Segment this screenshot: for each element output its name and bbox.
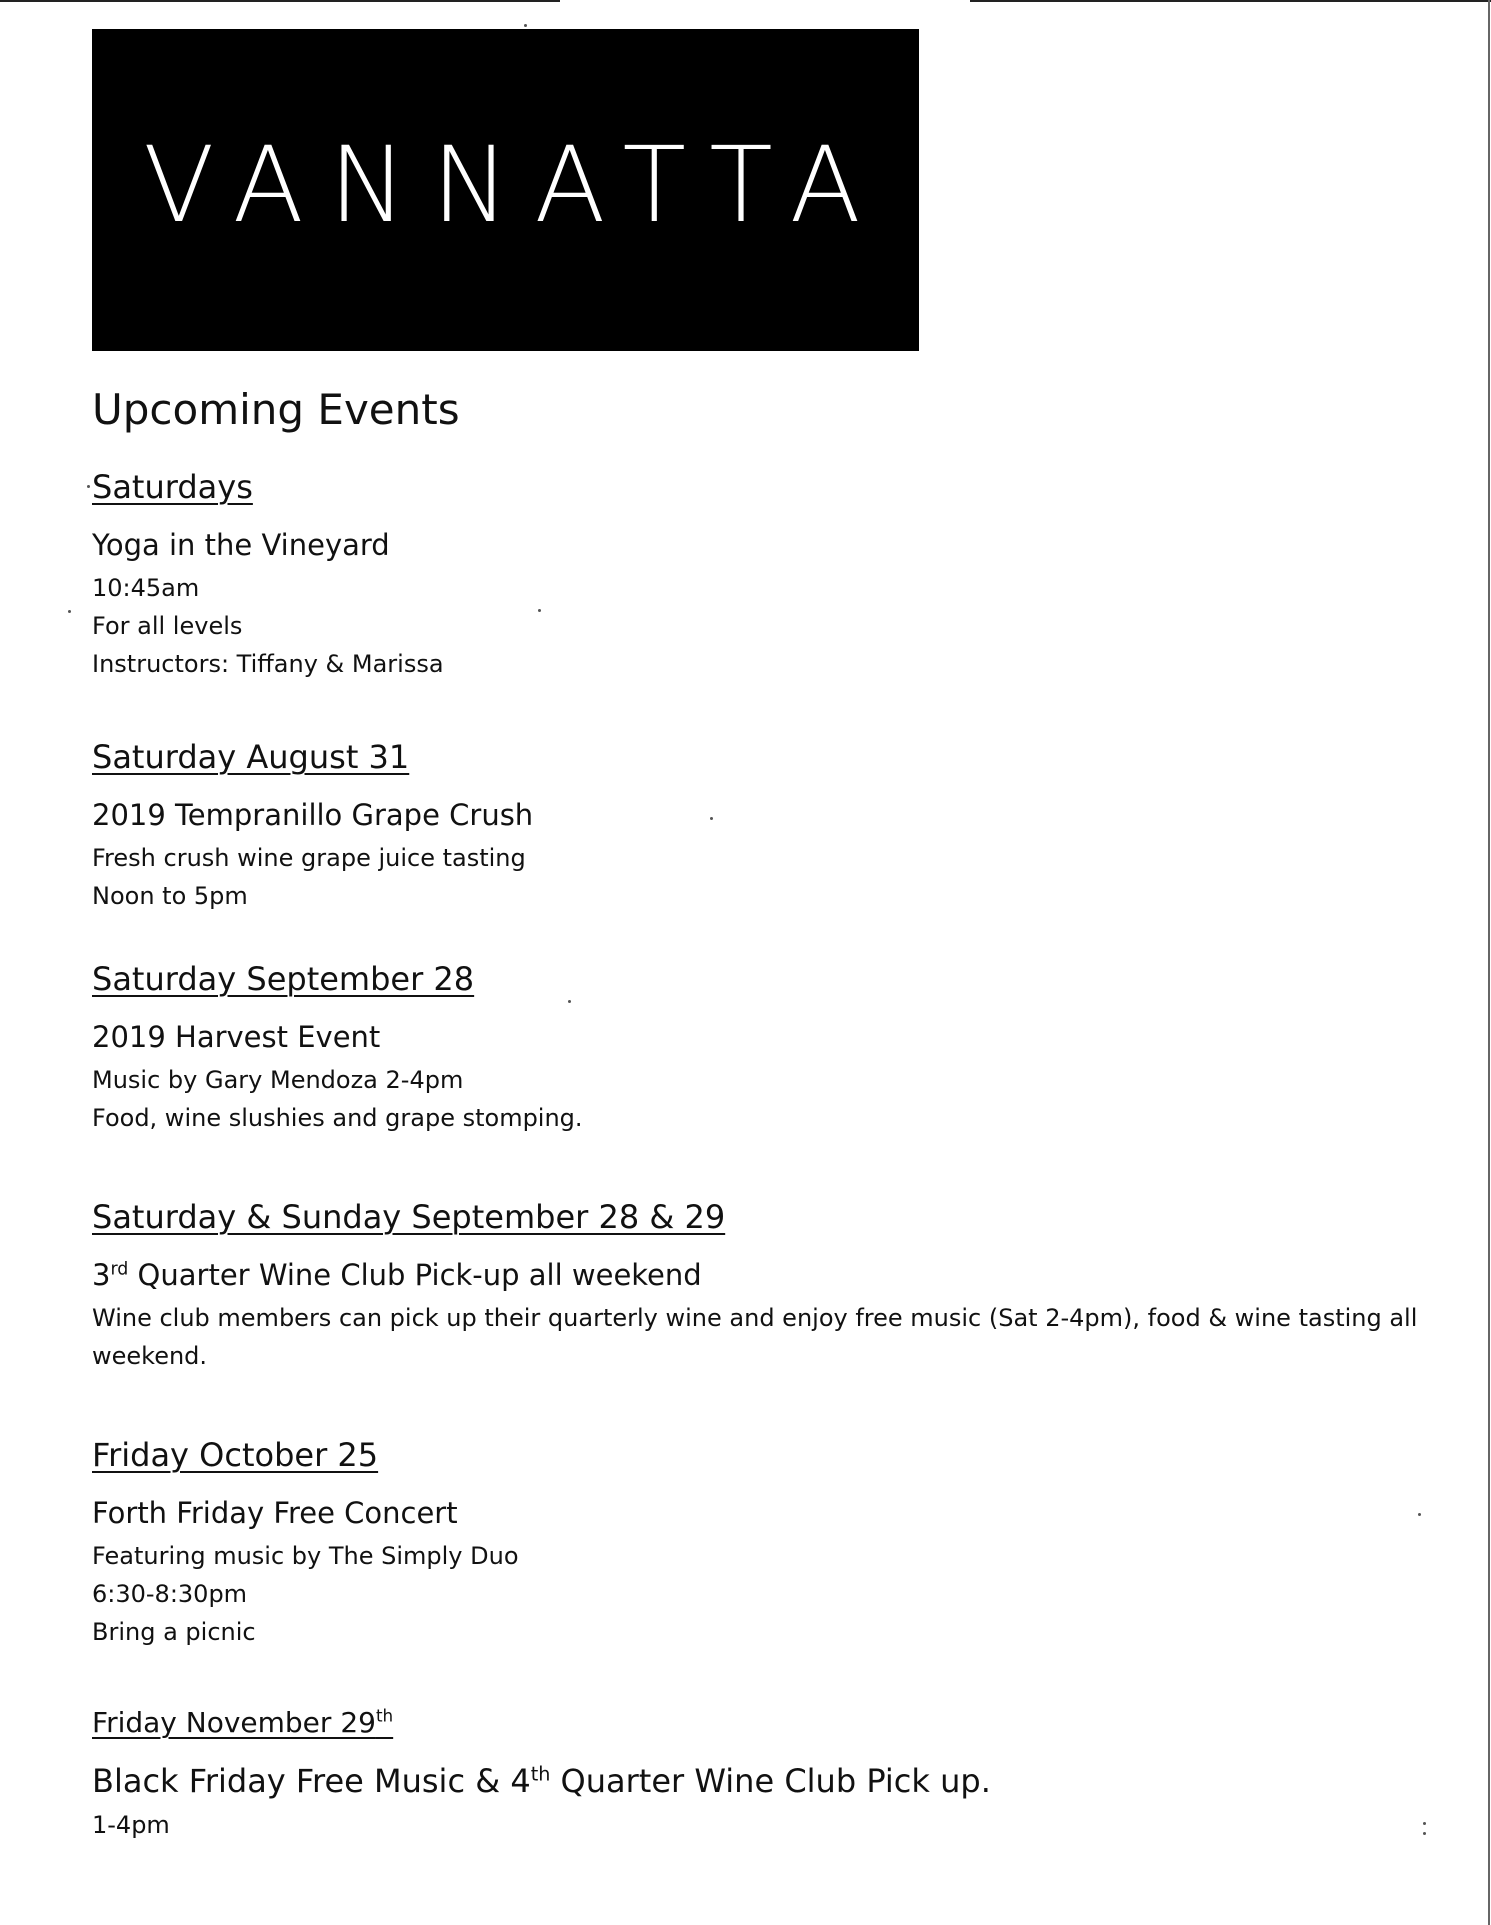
event-section-aug-31 bbox=[92, 738, 1422, 915]
scan-speck bbox=[524, 24, 527, 27]
scan-speck bbox=[87, 485, 90, 488]
scan-border-top-right bbox=[970, 0, 1491, 2]
event-detail: Bring a picnic bbox=[92, 1618, 256, 1647]
event-detail: weekend. bbox=[92, 1342, 208, 1371]
section-heading: Saturday September 28 bbox=[92, 960, 475, 998]
event-title-number: 3 bbox=[92, 1258, 111, 1293]
ordinal-suffix: th bbox=[530, 1761, 551, 1785]
event-section-sep-28-29 bbox=[92, 1198, 1422, 1375]
event-title bbox=[92, 1258, 1422, 1293]
event-section-sep-28 bbox=[92, 960, 1422, 1137]
logo-text: VANNATTA bbox=[143, 124, 886, 246]
scan-speck bbox=[68, 610, 71, 613]
scan-speck bbox=[1423, 1822, 1426, 1825]
event-title-text: Quarter Wine Club Pick up. bbox=[550, 1761, 991, 1800]
event-section-nov-29 bbox=[92, 1706, 1422, 1844]
section-heading: Saturday August 31 bbox=[92, 738, 410, 776]
event-title: 2019 Harvest Event bbox=[92, 1020, 381, 1055]
event-detail: Food, wine slushies and grape stomping. bbox=[92, 1104, 583, 1133]
event-detail: 6:30-8:30pm bbox=[92, 1580, 248, 1609]
event-detail: 10:45am bbox=[92, 574, 200, 603]
logo-banner bbox=[92, 29, 919, 351]
section-heading: Friday October 25 bbox=[92, 1436, 379, 1474]
event-detail: For all levels bbox=[92, 612, 243, 641]
scan-border-top-left bbox=[0, 0, 560, 2]
section-heading-text: Friday November 29 bbox=[92, 1706, 376, 1739]
event-section-oct-25 bbox=[92, 1436, 1422, 1651]
page-title: Upcoming Events bbox=[92, 385, 460, 434]
event-detail: Noon to 5pm bbox=[92, 882, 248, 911]
event-title-text: Black Friday Free Music & 4 bbox=[92, 1761, 531, 1800]
section-heading: Saturday & Sunday September 28 & 29 bbox=[92, 1198, 726, 1236]
event-detail: Fresh crush wine grape juice tasting bbox=[92, 844, 526, 873]
ordinal-suffix: th bbox=[375, 1705, 394, 1726]
event-detail: Instructors: Tiffany & Marissa bbox=[92, 650, 444, 679]
event-detail: Wine club members can pick up their quarterly wine and enjoy free music (Sat 2-4pm), food & wine tasting all bbox=[92, 1304, 1418, 1333]
ordinal-suffix: rd bbox=[110, 1259, 129, 1280]
event-title: Forth Friday Free Concert bbox=[92, 1496, 458, 1531]
section-heading: Saturdays bbox=[92, 468, 253, 506]
event-title bbox=[92, 1762, 1422, 1800]
scan-speck bbox=[1423, 1832, 1426, 1835]
event-section-saturdays bbox=[92, 468, 1422, 683]
event-title-text: Quarter Wine Club Pick-up all weekend bbox=[128, 1258, 702, 1293]
event-detail: Featuring music by The Simply Duo bbox=[92, 1542, 519, 1571]
scan-border-right bbox=[1488, 0, 1490, 1925]
event-detail: Music by Gary Mendoza 2-4pm bbox=[92, 1066, 464, 1095]
event-title: 2019 Tempranillo Grape Crush bbox=[92, 798, 534, 833]
section-heading bbox=[92, 1706, 393, 1740]
event-title: Yoga in the Vineyard bbox=[92, 528, 390, 563]
event-detail: 1-4pm bbox=[92, 1810, 170, 1839]
